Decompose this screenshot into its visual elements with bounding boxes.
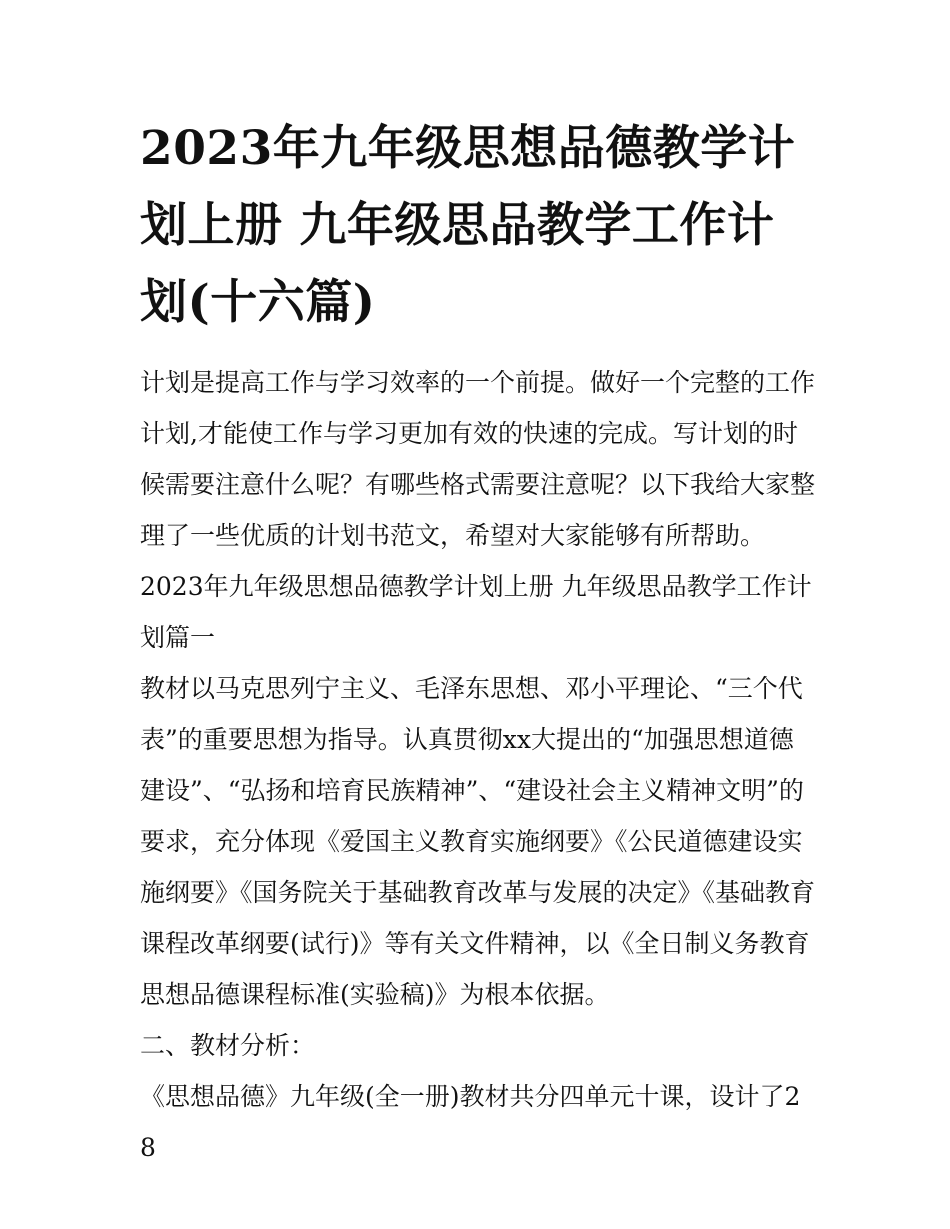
document-body [140,110,815,1173]
body-paragraph-textbook-structure: 《思想品德》九年级(全一册)教材共分四单元十课，设计了28 [140,1082,801,1162]
body-paragraph-guidance: 教材以马克思列宁主义、毛泽东思想、邓小平理论、“三个代表”的重要思想为指导。认真贯彻xx大提出的“加强思想道德建设”、“弘扬和培育民族精神”、“建设社会主义精神文明”的要求，充分体现《爱国主义教育实施纲要》《公民道德建设实施纲要》《国务院关于基础教育改革与发展的决定》《基础教育课程改革纲要(试行)》等有关文件精神，以《全日制义务教育思想品德课程标准(实验稿)》为根本依据。 [140,674,816,1009]
intro-paragraph: 计划是提高工作与学习效率的一个前提。做好一个完整的工作计划,才能使工作与学习更加有效的快速的完成。写计划的时候需要注意什么呢？有哪些格式需要注意呢？以下我给大家整理了一些优质的计划书范文，希望对大家能够有所帮助。 [140,368,816,550]
section-heading-textbook-analysis: 二、教材分析： [140,1031,316,1060]
section-heading-plan-one: 2023年九年级思想品德教学计划上册 九年级思品教学工作计划篇一 [140,572,812,652]
document-title: 2023年九年级思想品德教学计划上册 九年级思品教学工作计划(十六篇) [140,121,796,330]
